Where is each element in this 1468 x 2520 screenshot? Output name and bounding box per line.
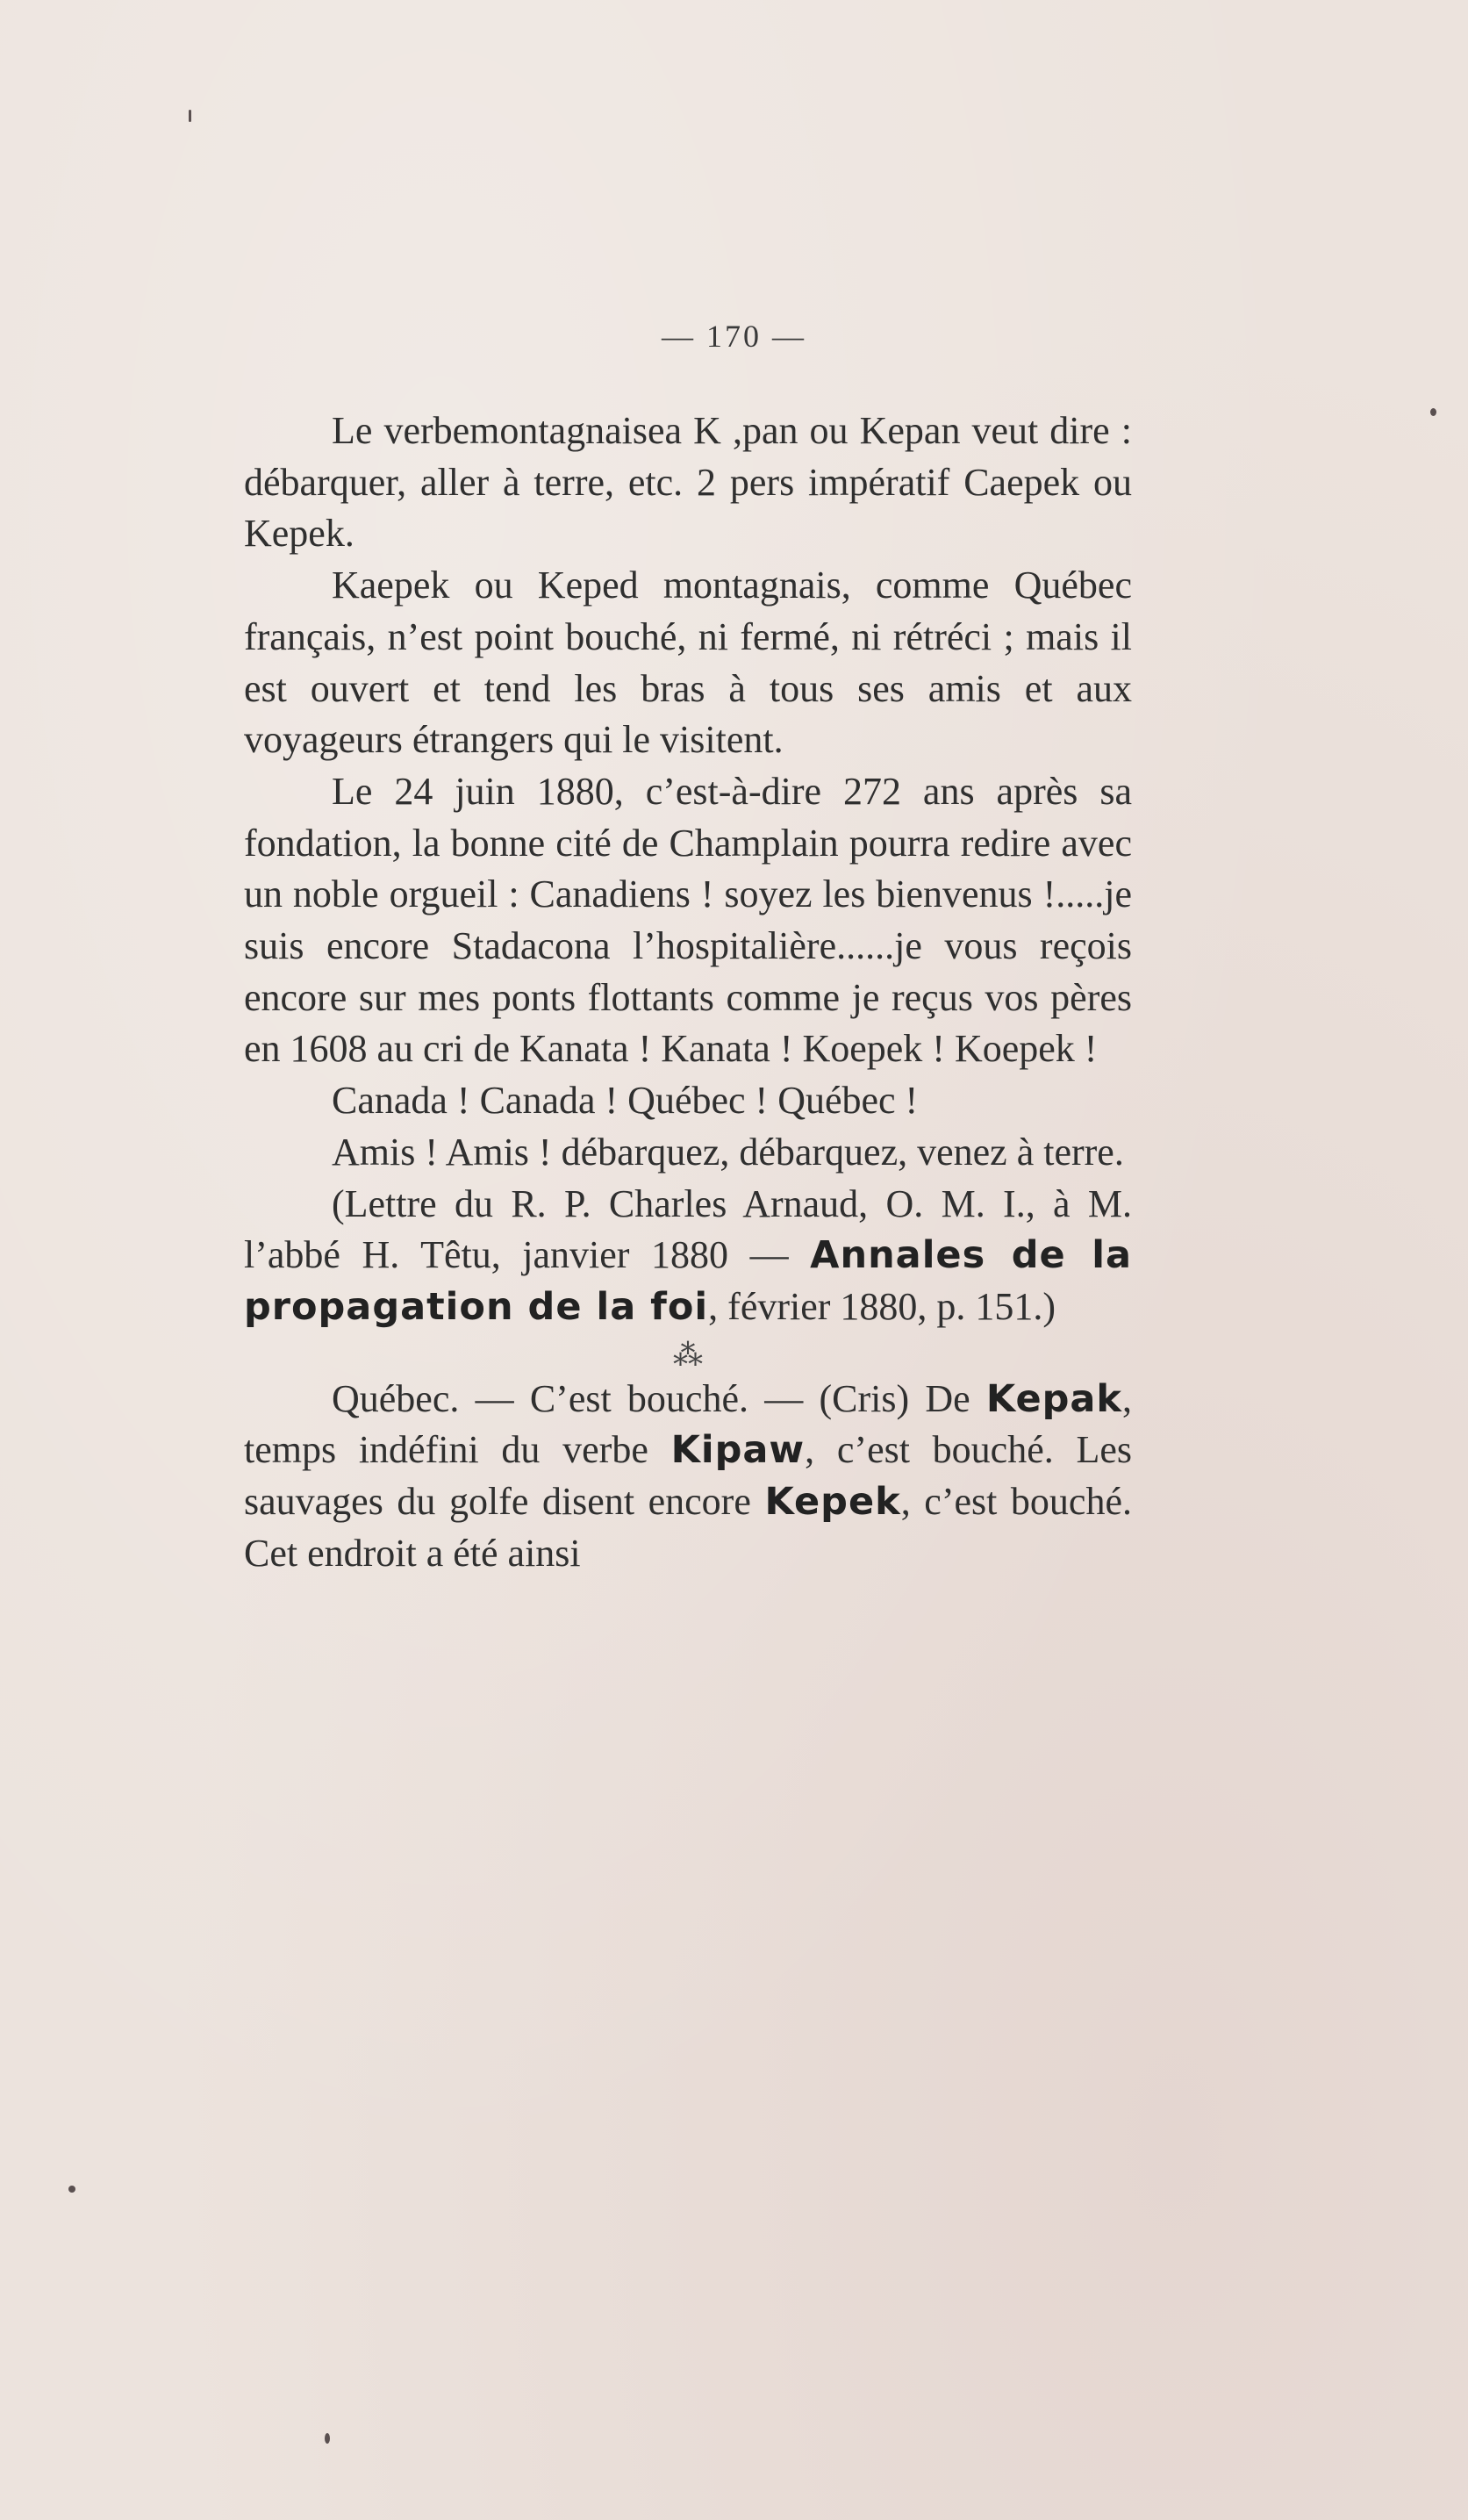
asterism: ⁂ <box>673 1339 703 1372</box>
paragraph-2: Kaepek ou Keped montagnais, comme Québec français, n’est point bouché, ni fermé, ni rétréci ; mais il est ouvert et tend les bras à tous ses amis et aux voyageurs étrangers qui le visitent. <box>244 564 1132 762</box>
paper-speck <box>325 2433 330 2444</box>
page-number: — 170 — <box>662 319 806 354</box>
p7-text-d: , c’est bouché. Cet endroit a été ainsi <box>244 1480 1132 1575</box>
paragraph-4: Canada ! Canada ! Québec ! Québec ! <box>332 1079 919 1123</box>
citation-journal-title: Annales de la propagation de la foi <box>244 1233 1132 1329</box>
paper-speck <box>1430 408 1436 416</box>
p7-text-c: , c’est bouché. Les sauvages du golfe disent encore <box>244 1428 1132 1524</box>
body-text <box>244 406 1132 1579</box>
citation-text-start: (Lettre du R. P. Charles Arnaud, O. M. I., à M. l’abbé H. Têtu, janvier 1880 — <box>244 1181 1132 1277</box>
term-kepek: Kepek <box>764 1480 901 1525</box>
citation-text-end: , février 1880, p. 151.) <box>708 1284 1056 1328</box>
paragraph-1: Le verbemontagnaisea K ,pan ou Kepan veut dire : débarquer, aller à terre, etc. 2 pers impératif Caepek ou Kepek. <box>244 409 1132 556</box>
p7-text-b: , temps indéfini du verbe <box>244 1376 1132 1472</box>
citation-paragraph <box>244 1179 1132 1333</box>
paper-speck <box>68 2186 75 2193</box>
term-kepak: Kepak <box>985 1376 1122 1421</box>
paper-speck <box>189 110 191 122</box>
paragraph-5: Amis ! Amis ! débarquez, débarquez, venez à terre. <box>332 1130 1124 1174</box>
paragraph-7 <box>244 1374 1132 1580</box>
p7-text-a: Québec. — C’est bouché. — (Cris) De <box>332 1376 986 1420</box>
term-kipaw: Kipaw <box>670 1428 806 1473</box>
paragraph-3: Le 24 juin 1880, c’est-à-dire 272 ans après sa fondation, la bonne cité de Champlain pourra redire avec un noble orgueil : Canadiens ! soyez les bienvenus !.....je suis encore Stadacona l’hospitalière......je vous reçois encore sur mes ponts flottants comme je reçus vos pères en 1608 au cri de Kanata ! Kanata ! Koepek ! Koepek ! <box>244 769 1132 1071</box>
